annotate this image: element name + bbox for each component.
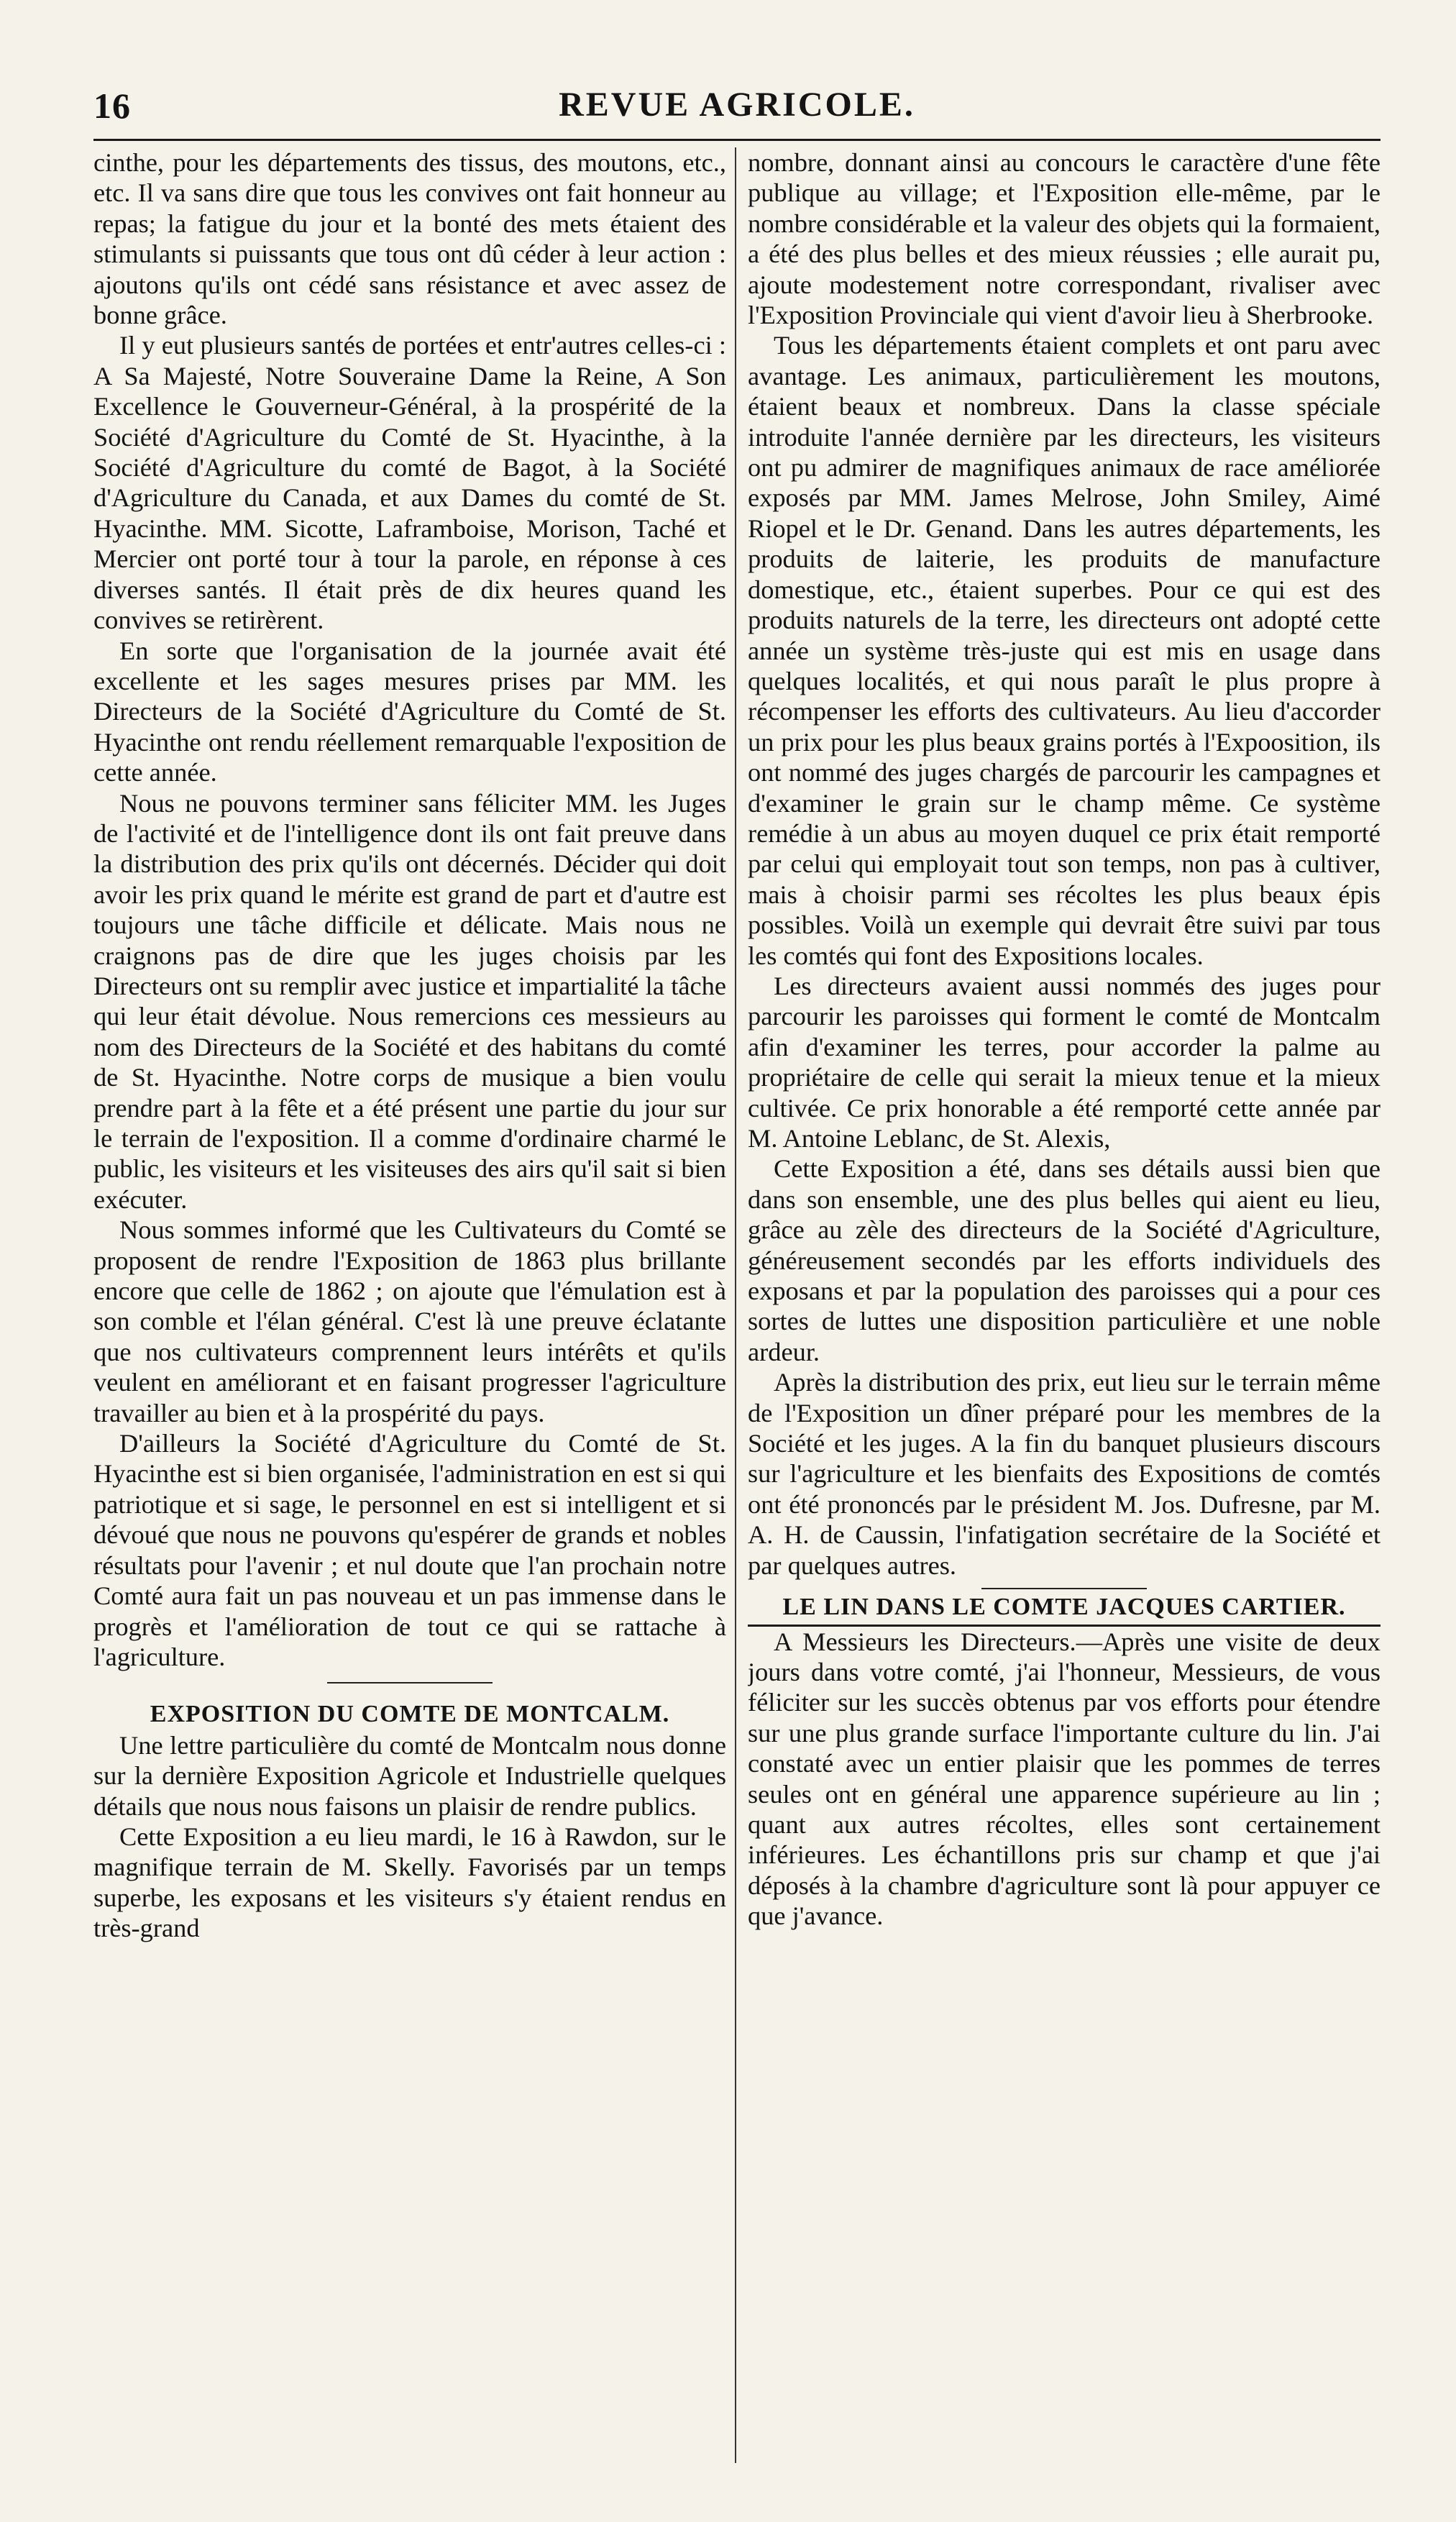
- page-number: 16: [93, 86, 131, 126]
- section-heading-montcalm: EXPOSITION DU COMTE DE MONTCALM.: [150, 1701, 670, 1728]
- header-rule: [93, 139, 1381, 141]
- left-column: [93, 147, 726, 2499]
- section-heading-lin: LE LIN DANS LE COMTE JACQUES CARTIER.: [748, 1592, 1381, 1626]
- paragraph: Il y eut plusieurs santés de portées et entr'autres celles-ci : A Sa Majesté, Notre Souveraine Dame la Reine, A Son Excellence le Gouverneur-Général, à la prospérité de la Société d'Agriculture du Comté de St. Hyacinthe, à la Société d'Agriculture du comté de Bagot, à la Société d'Agriculture du Canada, et aux Dames du comté de St. Hyacinthe. MM. Sicotte, Laframboise, Morison, Taché et Mercier ont porté tour à tour la parole, en réponse à ces diverses santés. Il était près de dix heures quand les convives se retirèrent.: [93, 331, 726, 635]
- paragraph: Tous les départements étaient complets et ont paru avec avantage. Les animaux, particulièrement les moutons, étaient beaux et nombreux. Dans la classe spéciale introduite l'année dernière par les directeurs, les visiteurs ont pu admirer de magnifiques animaux de race améliorée exposés par MM. James Melrose, John Smiley, Aimé Riopel et le Dr. Genand. Dans les autres départements, les produits de laiterie, les produits de manufacture domestique, etc., étaient superbes. Pour ce qui est des produits naturels de la terre, les directeurs ont adopté cette année un système très-juste qui est mis en usage dans quelques localités, et qui nous paraît le plus propre à récompenser les efforts des cultivateurs. Au lieu d'accorder un prix pour les plus beaux grains portés à l'Expoosition, ils ont nommé des juges chargés de parcourir les campagnes et d'examiner le grain sur le champ même. Ce système remédie à un abus au moyen duquel ce prix était remporté par celui qui employait tout son temps, non pas à cultiver, mais à choisir parmi ses récoltes les plus beaux épis possibles. Voilà un exemple qui devrait être suivi par tous les comtés qui font des Expositions locales.: [748, 331, 1381, 970]
- page-header: [93, 85, 1381, 135]
- running-title: REVUE AGRICOLE.: [559, 86, 915, 124]
- section-divider: [981, 1588, 1147, 1589]
- paragraph: Une lettre particulière du comté de Montcalm nous donne sur la dernière Exposition Agricole et Industrielle quelques détails que nous nous faisons un plaisir de rendre publics.: [93, 1730, 726, 1821]
- right-column: [748, 147, 1381, 2499]
- paragraph: D'ailleurs la Société d'Agriculture du Comté de St. Hyacinthe est si bien organisée, l'administration en est si qui patriotique et si sage, le personnel en est si intelligent et si dévoué que nous ne pouvons qu'espérer de grands et nobles résultats pour l'avenir ; et nul doute que l'an prochain notre Comté aura fait un pas nouveau et un pas immense dans le progrès et l'amélioration de tout ce qui se rattache à l'agriculture.: [93, 1429, 726, 1671]
- paragraph: Après la distribution des prix, eut lieu sur le terrain même de l'Exposition un dîner préparé pour les membres de la Société et les juges. A la fin du banquet plusieurs discours sur l'agriculture et les bienfaits des Expositions de comtés ont été prononcés par le président M. Jos. Dufresne, par M. A. H. de Caussin, l'infatigation secrétaire de la Société et par quelques autres.: [748, 1368, 1381, 1580]
- paragraph: Les directeurs avaient aussi nommés des juges pour parcourir les paroisses qui forment le comté de Montcalm afin d'examiner les terres, pour accorder la palme au propriétaire de celle qui serait la mieux tenue et la mieux cultivée. Ce prix honorable a été remporté cette année par M. Antoine Leblanc, de St. Alexis,: [748, 971, 1381, 1153]
- paragraph: nombre, donnant ainsi au concours le caractère d'une fête publique au village; et l'Exposition elle-même, par le nombre considérable et la valeur des objets qui la formaient, a été des plus belles et des mieux réussies ; elle aurait pu, ajoute modestement notre correspondant, rivaliser avec l'Exposition Provinciale qui vient d'avoir lieu à Sherbrooke.: [748, 148, 1381, 330]
- column-divider: [735, 147, 736, 2463]
- section-divider: [327, 1682, 493, 1683]
- paragraph: A Messieurs les Directeurs.—Après une visite de deux jours dans votre comté, j'ai l'honneur, Messieurs, de vous féliciter sur les succès obtenus par vos efforts pour étendre sur une plus grande surface l'importante culture du lin. J'ai constaté avec un entier plaisir que les pommes de terres seules ont en général une apparence supérieure au lin ; quant aux autres récoltes, elles sont certainement inférieures. Les échantillons pris sur champ et que j'ai déposés à la chambre d'agriculture sont là pour appuyer ce que j'avance.: [748, 1627, 1381, 1931]
- paragraph: En sorte que l'organisation de la journée avait été excellente et les sages mesures prises par MM. les Directeurs de la Société d'Agriculture du Comté de St. Hyacinthe ont rendu réellement remarquable l'exposition de cette année.: [93, 636, 726, 787]
- paragraph: cinthe, pour les départements des tissus, des moutons, etc., etc. Il va sans dire que tous les convives ont fait honneur au repas; la fatigue du jour et la bonté des mets étaient des stimulants si puissants que tous ont dû céder à leur action : ajoutons qu'ils ont cédé sans résistance et avec assez de bonne grâce.: [93, 148, 726, 330]
- paragraph: Cette Exposition a été, dans ses détails aussi bien que dans son ensemble, une des plus belles qui aient eu lieu, grâce au zèle des directeurs de la Société d'Agriculture, généreusement secondés par les efforts individuels des exposans et par la population des paroisses qui a pour ces sortes de luttes une disposition particulière et une noble ardeur.: [748, 1154, 1381, 1366]
- paragraph: Nous sommes informé que les Cultivateurs du Comté se proposent de rendre l'Exposition de 1863 plus brillante encore que celle de 1862 ; on ajoute que l'émulation est à son comble et l'élan général. C'est là une preuve éclatante que nos cultivateurs comprennent leurs intérêts et qu'ils veulent en améliorant et en faisant progresser l'agriculture travailler au bien et à la prospérité du pays.: [93, 1215, 726, 1427]
- paragraph: Nous ne pouvons terminer sans féliciter MM. les Juges de l'activité et de l'intelligence dont ils ont fait preuve dans la distribution des prix qu'ils ont décernés. Décider qui doit avoir les prix quand le mérite est grand de part et d'autre est toujours une tâche difficile et délicate. Mais nous ne craignons pas de dire que les juges choisis par les Directeurs ont su remplir avec justice et impartialité la tâche qui leur était dévolue. Nous remercions ces messieurs au nom des Directeurs de la Société et des habitans du comté de St. Hyacinthe. Notre corps de musique a bien voulu prendre part à la fête et a été présent une partie du jour sur le terrain de l'exposition. Il a comme d'ordinaire charmé le public, les visiteurs et les visiteuses des airs qu'il sait si bien exécuter.: [93, 788, 726, 1214]
- paragraph: Cette Exposition a eu lieu mardi, le 16 à Rawdon, sur le magnifique terrain de M. Skelly. Favorisés par un temps superbe, les exposans et les visiteurs s'y étaient rendus en très-grand: [93, 1822, 726, 1943]
